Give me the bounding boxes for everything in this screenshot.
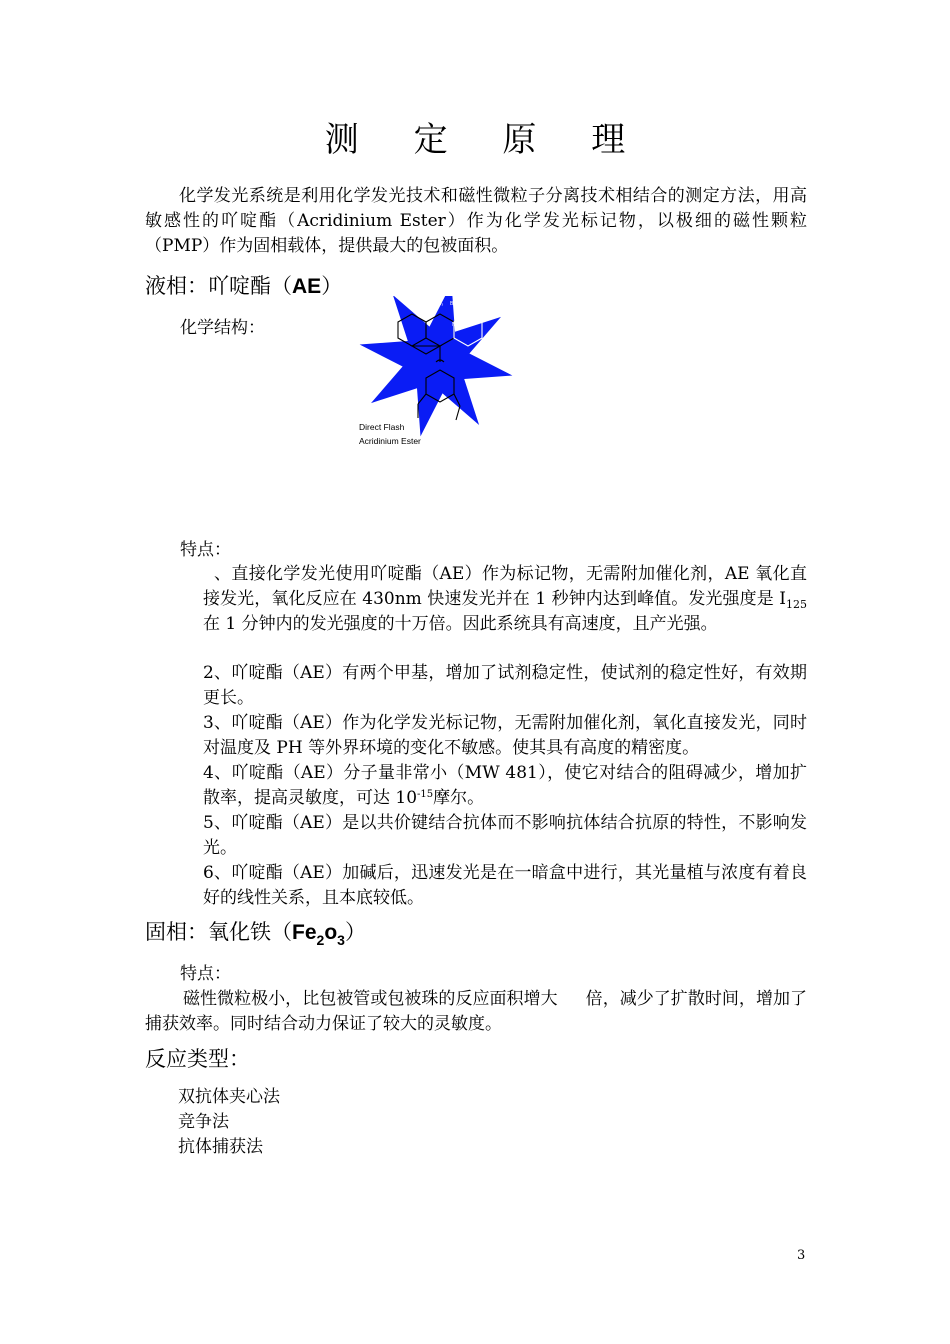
feature-item-1 bbox=[203, 562, 807, 637]
reaction-type-list bbox=[178, 1085, 280, 1160]
page-title: 测 定 原 理 bbox=[324, 120, 648, 160]
svg-text:N⁺: N⁺ bbox=[452, 322, 459, 328]
reaction-type-item: 双抗体夹心法 bbox=[178, 1087, 280, 1107]
svg-text:Br⁻: Br⁻ bbox=[450, 301, 458, 307]
solid-text-a: 磁性微粒极小，比包被管或包被珠的反应面积增大 bbox=[183, 989, 558, 1009]
solid-text-b: 倍，减少了扩散时间，增加了捕获效率。同时结合动力保证了较大的灵敏度。 bbox=[145, 989, 808, 1034]
feature-item-4 bbox=[203, 761, 807, 811]
figure-caption-acridinium-ester: Acridinium Ester bbox=[359, 436, 421, 446]
feature-item-1-text-b: 在 1 分钟内的发光强度的十万倍。因此系统具有高速度，且产光强。 bbox=[203, 614, 718, 634]
feature-item-2: 2、吖啶酯（AE）有两个甲基，增加了试剂稳定性，使试剂的稳定性好，有效期更长。 bbox=[203, 663, 807, 708]
liquid-heading-abbr: AE bbox=[292, 275, 322, 298]
reaction-type-item: 抗体捕获法 bbox=[178, 1137, 263, 1157]
liquid-features-label: 特点： bbox=[180, 540, 231, 560]
star-structure-image bbox=[356, 296, 516, 456]
feature-item-6: 6、吖啶酯（AE）加碱后，迅速发光是在一暗盒中进行，其光量植与浓度有着良好的线性关系，且本底较低。 bbox=[203, 863, 807, 908]
acridinium-ester-structure-figure bbox=[356, 296, 516, 456]
figure-caption-direct-flash: Direct Flash bbox=[359, 422, 405, 432]
liquid-heading-suffix: ） bbox=[321, 274, 343, 298]
solid-features-label: 特点： bbox=[180, 964, 231, 984]
feature-item-1-sub: 125 bbox=[786, 598, 807, 611]
solid-heading-suffix: ） bbox=[344, 920, 366, 944]
structure-label: 化学结构： bbox=[180, 318, 265, 338]
formula-fe: Fe bbox=[292, 921, 317, 944]
intro-paragraph: 化学发光系统是利用化学发光技术和磁性微粒子分离技术相结合的测定方法，用高敏感性的吖啶酯（Acridinium Ester）作为化学发光标记物，以极细的磁性颗粒（PMP）作为固相载体，提供最大的包被面积。 bbox=[145, 186, 807, 256]
solid-features-paragraph bbox=[145, 987, 807, 1037]
star-shape bbox=[360, 296, 513, 436]
feature-item-4-text-a: 4、吖啶酯（AE）分子量非常小（MW 481），使它对结合的阻碍减少，增加扩散率，提高灵敏度，可达 10 bbox=[203, 763, 807, 808]
feature-item-4-text-b: 摩尔。 bbox=[433, 788, 485, 808]
feature-item-5: 5、吖啶酯（AE）是以共价键结合抗体而不影响抗体结合抗原的特性，不影响发光。 bbox=[203, 813, 807, 858]
formula-o: o bbox=[324, 921, 338, 944]
feature-item-1-text-a: 、直接化学发光使用吖啶酯（AE）作为标记物，无需附加催化剂，AE 氧化直接发光，氧化反应在 430nm 快速发光并在 1 秒钟内达到峰值。发光强度是 I bbox=[203, 564, 807, 609]
page-number: 3 bbox=[797, 1248, 806, 1263]
reaction-types-heading: 反应类型： bbox=[145, 1047, 250, 1071]
reaction-type-item: 竞争法 bbox=[178, 1112, 229, 1132]
solid-phase-heading bbox=[145, 918, 366, 947]
formula-sub-2: 2 bbox=[316, 932, 325, 948]
formula-sub-3: 3 bbox=[337, 932, 345, 948]
liquid-heading-prefix: 液相：吖啶酯（ bbox=[145, 274, 292, 298]
svg-text:CH₃: CH₃ bbox=[434, 301, 444, 307]
liquid-phase-heading bbox=[145, 272, 342, 301]
feature-item-3: 3、吖啶酯（AE）作为化学发光标记物，无需附加催化剂，氧化直接发光，同时对温度及 PH 等外界环境的变化不敏感。使其具有高度的精密度。 bbox=[203, 713, 807, 758]
solid-heading-prefix: 固相：氧化铁（ bbox=[145, 920, 292, 944]
feature-item-4-sup: -15 bbox=[417, 789, 434, 800]
